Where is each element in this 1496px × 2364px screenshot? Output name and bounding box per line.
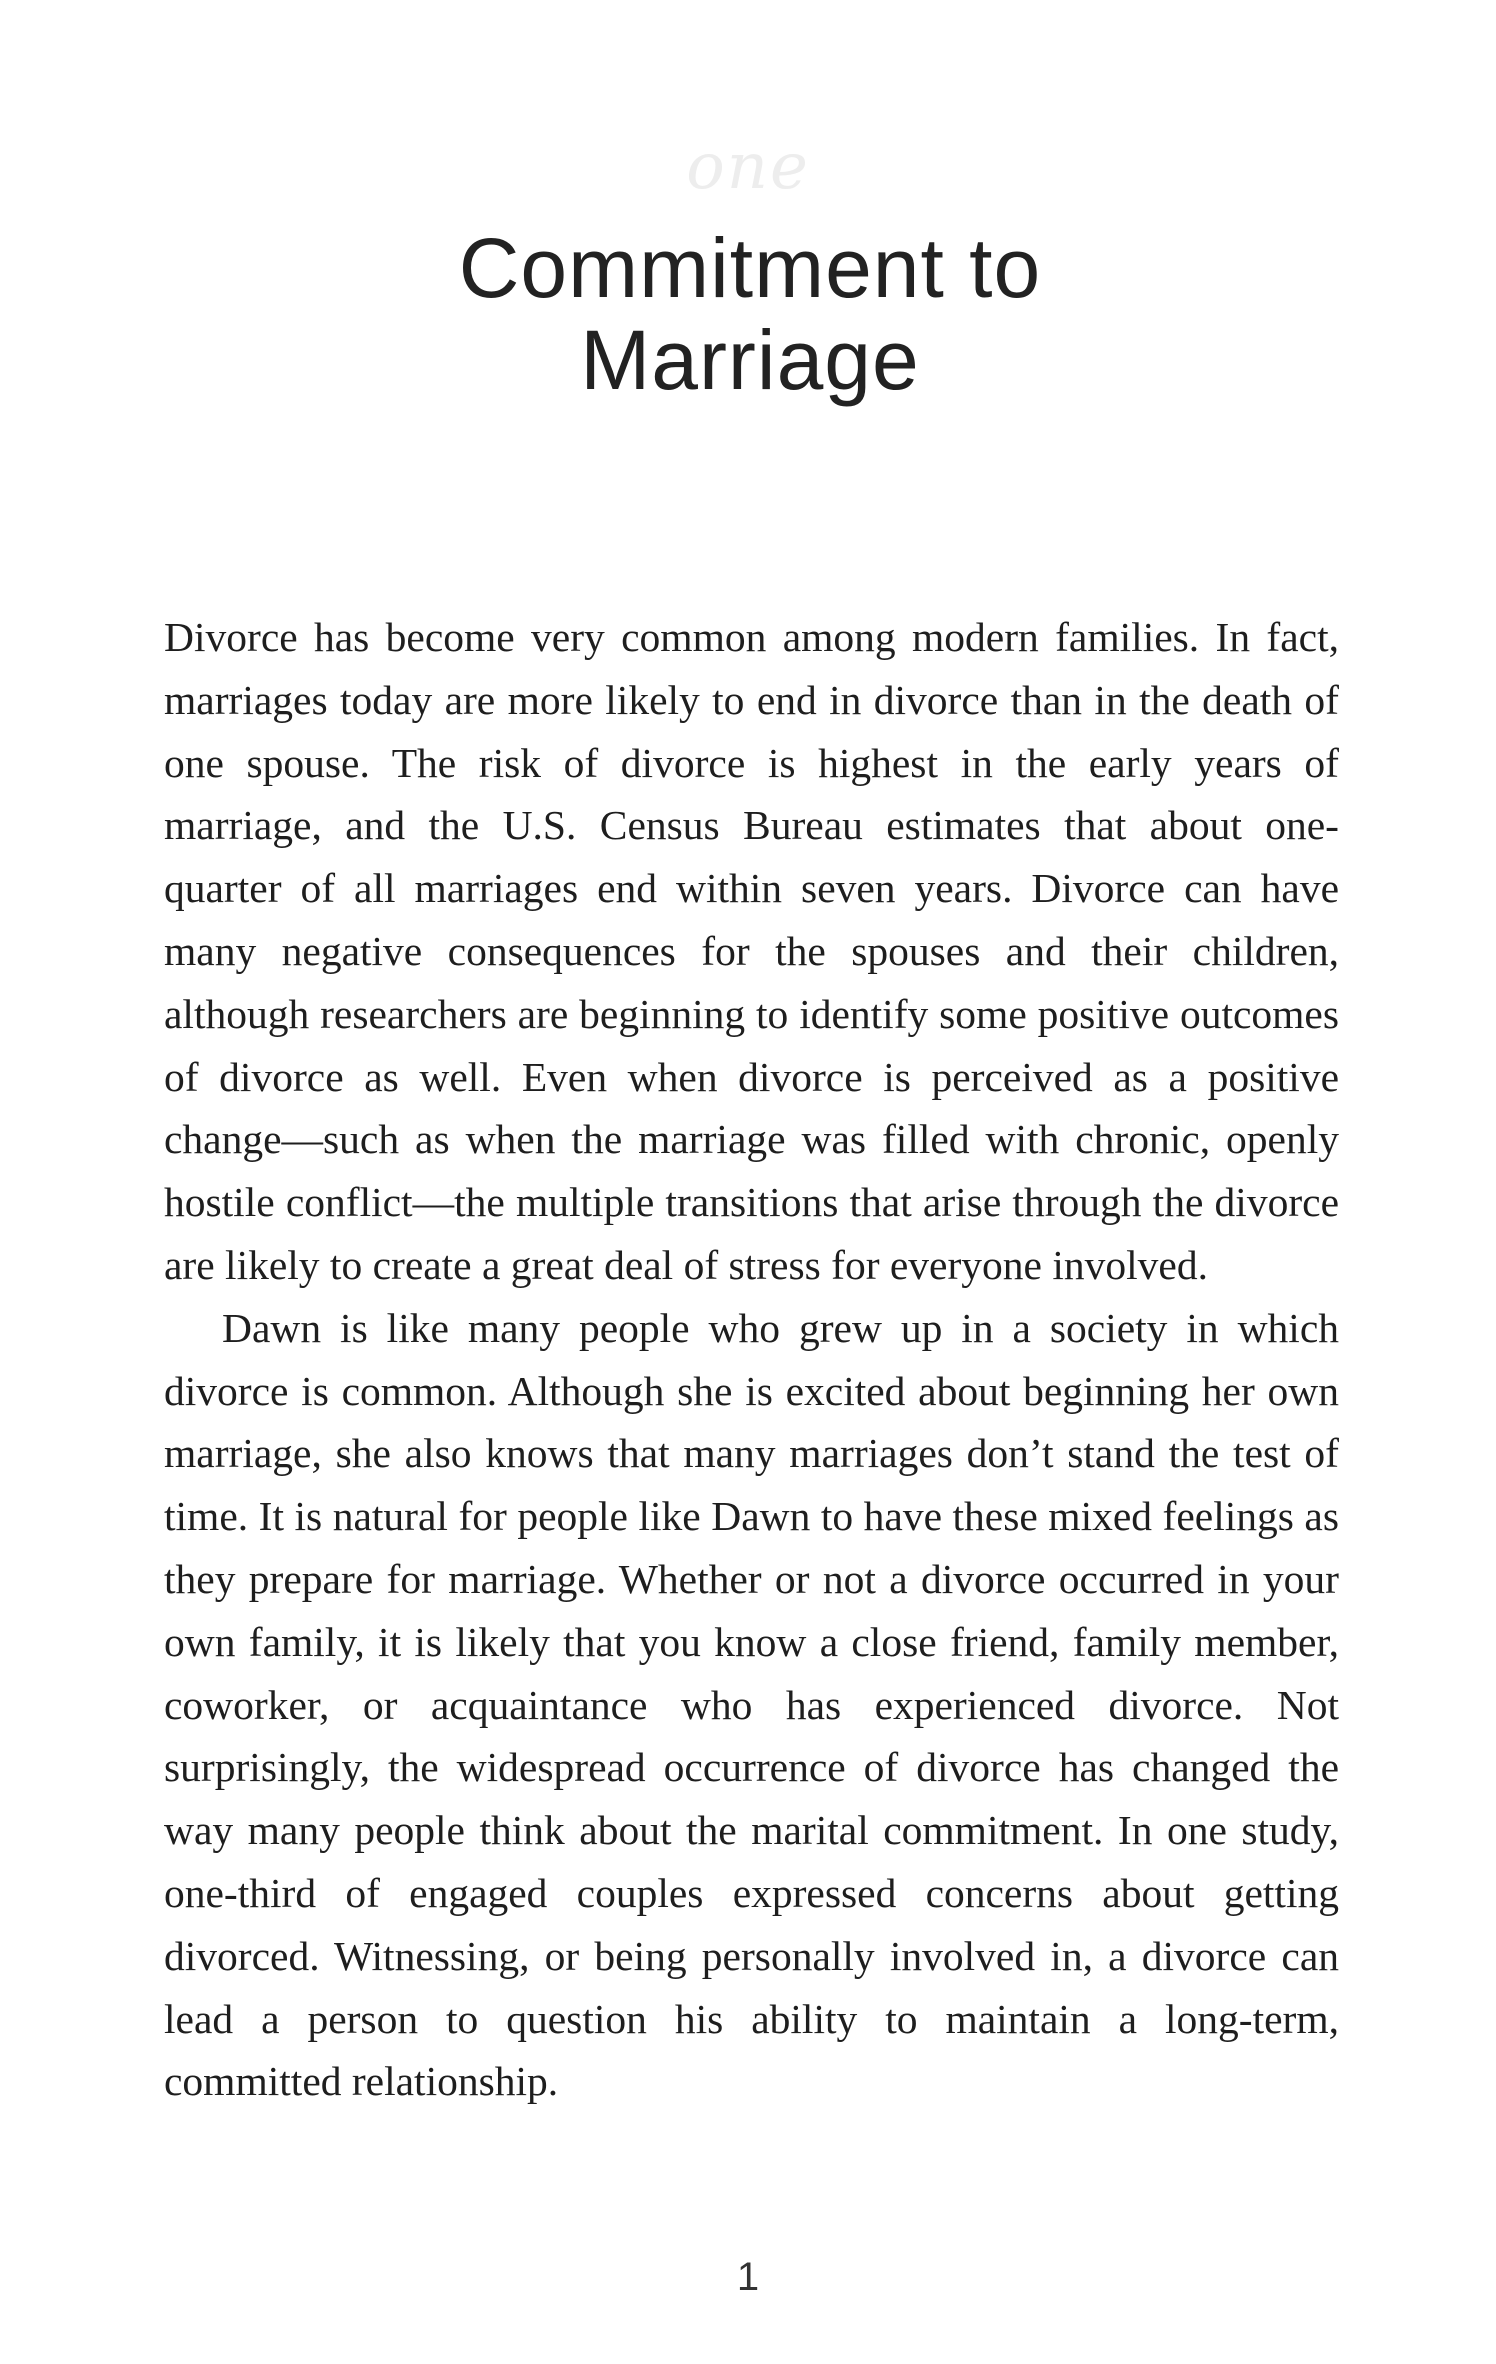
paragraph-1: Divorce has become very common among modern families. In fact, marriages today are more likely to end in divorce than in the death of one spouse. The risk of divorce is highest in the early years of marriage, and the U.S. Census Bureau estimates that about one-quarter of all marriages end within seven years. Divorce can have many negative consequences for the spouses and their children, although researchers are beginning to identify some positive outcomes of divorce as well. Even when divorce is perceived as a positive change—such as when the marriage was filled with chronic, openly hostile conflict—the multiple transitions that arise through the divorce are likely to create a great deal of stress for everyone involved. bbox=[164, 614, 1339, 1288]
body-text bbox=[164, 606, 1339, 2113]
page-number: 1 bbox=[736, 2255, 760, 2299]
chapter-title-line-1: Commitment to bbox=[458, 221, 1042, 315]
paragraph-2: Dawn is like many people who grew up in a society in which divorce is common. Although she is excited about beginning her own marriage, she also knows that many marriages don’t stand the test of time. It is natural for people like Dawn to have these mixed feelings as they prepare for marriage. Whether or not a divorce occurred in your own family, it is likely that you know a close friend, family member, coworker, or acquaintance who has experienced divorce. Not surprisingly, the widespread occurrence of divorce has changed the way many people think about the marital commitment. In one study, one-third of engaged couples expressed concerns about getting divorced. Witnessing, or being personally involved in, a divorce can lead a person to question his ability to maintain a long-term, committed relationship. bbox=[164, 1304, 1339, 2105]
chapter-title bbox=[250, 222, 1250, 406]
chapter-number-label: one bbox=[686, 130, 810, 204]
chapter-title-line-2: Marriage bbox=[580, 313, 920, 407]
